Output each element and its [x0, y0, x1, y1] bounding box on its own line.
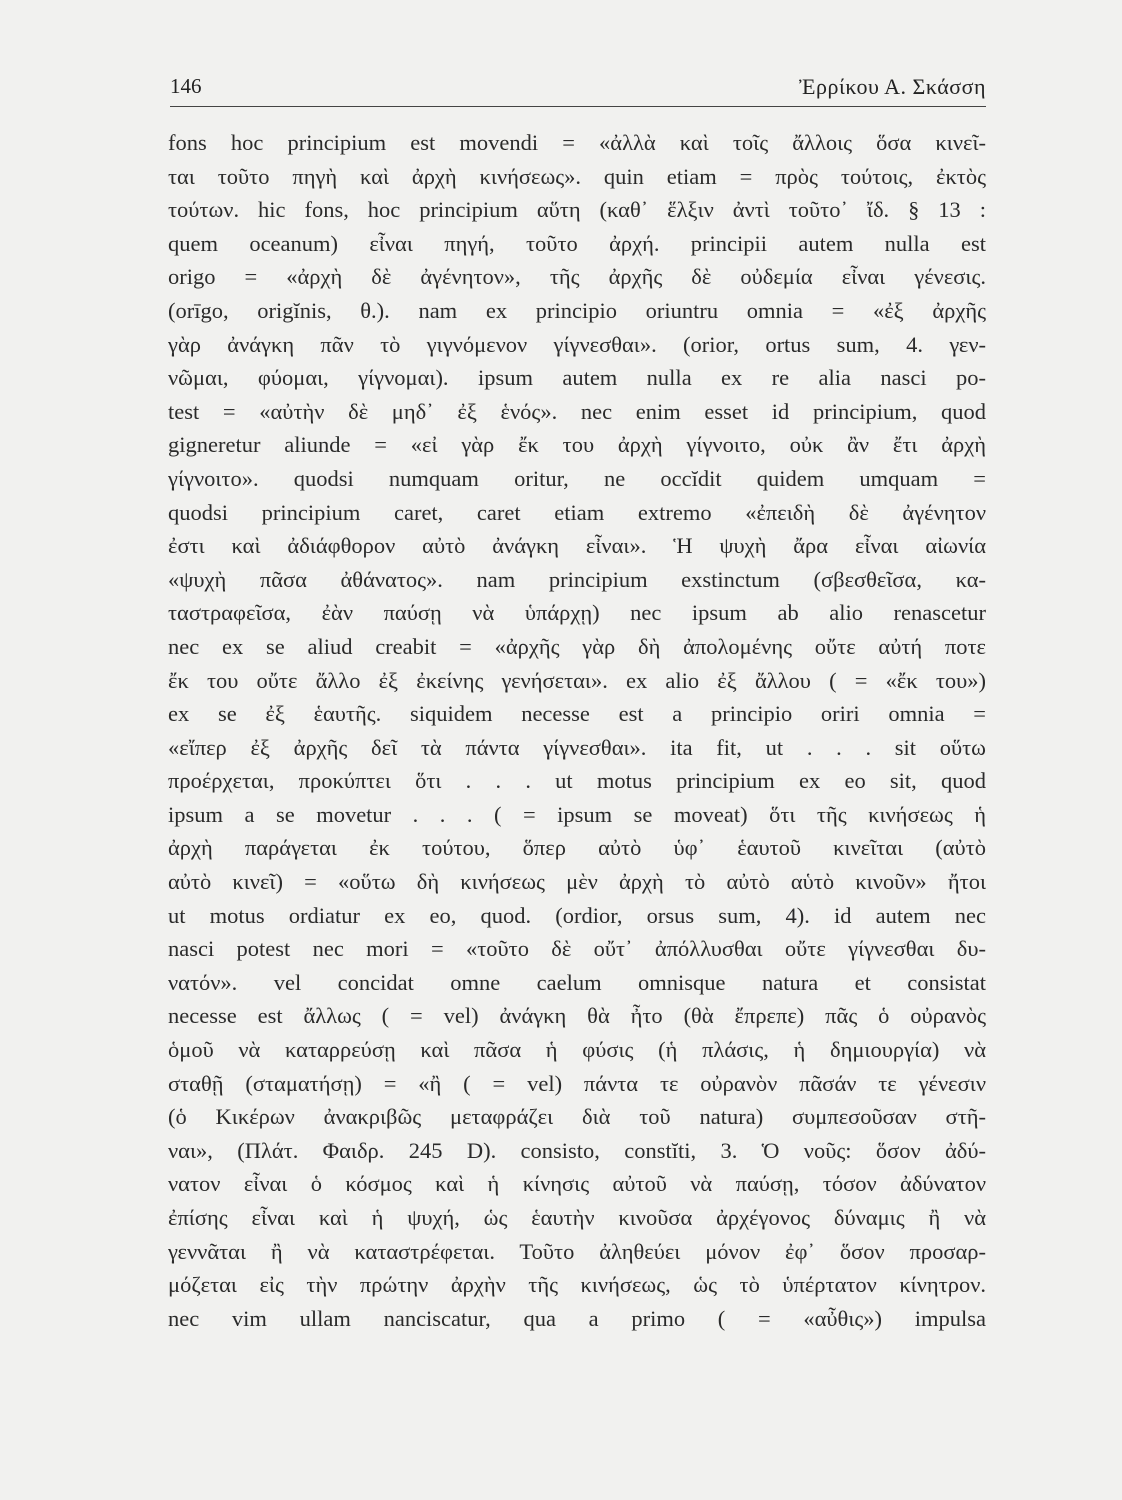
page-header — [170, 74, 986, 107]
text-line: quodsi principium caret, caret etiam extremo «ἐπειδὴ δὲ ἀγένητον — [168, 499, 986, 525]
text-line: σταθῇ (σταματήσῃ) = «ἢ ( = vel) πάντα τε οὐρανὸν πᾶσάν τε γένεσιν — [168, 1070, 986, 1096]
text-line: necesse est ἄλλως ( = vel) ἀνάγκη θὰ ἦτο (θὰ ἔπρεπε) πᾶς ὁ οὐρανὸς — [168, 1003, 986, 1029]
text-line: «ψυχὴ πᾶσα ἀθάνατος». nam principium exstinctum (σβεσθεῖσα, κα- — [168, 566, 986, 592]
text-line: γίγνοιτο». quodsi numquam oritur, ne occĭdit quidem umquam = — [168, 465, 986, 491]
text-line: νατόν». vel concidat omne caelum omnisque natura et consistat — [168, 969, 986, 995]
text-line: νατον εἶναι ὁ κόσμος καὶ ἡ κίνησις αὐτοῦ νὰ παύσῃ, τόσον ἀδύνατον — [168, 1171, 986, 1197]
text-line: «εἴπερ ἐξ ἀρχῆς δεῖ τὰ πάντα γίγνεσθαι». ita fit, ut . . . sit οὕτω — [168, 734, 986, 760]
text-line: ὁμοῦ νὰ καταρρεύσῃ καὶ πᾶσα ἡ φύσις (ἡ πλάσις, ἡ δημιουργία) νὰ — [168, 1037, 986, 1063]
body-text — [168, 126, 986, 1335]
text-line: quem oceanum) εἶναι πηγή, τοῦτο ἀρχή. principii autem nulla est — [168, 230, 986, 256]
text-line: nec ex se aliud creabit = «ἀρχῆς γὰρ δὴ ἀπολομένης οὔτε αὐτή ποτε — [168, 633, 986, 659]
text-line: ἐστι καὶ ἀδιάφθορον αὐτὸ ἀνάγκη εἶναι». Ἡ ψυχὴ ἄρα εἶναι αἰωνία — [168, 533, 986, 559]
text-line: προέρχεται, προκύπτει ὅτι . . . ut motus principium ex eo sit, quod — [168, 768, 986, 794]
text-line: μόζεται εἰς τὴν πρώτην ἀρχὴν τῆς κινήσεως, ὡς τὸ ὑπέρτατον κίνητρον. — [168, 1272, 986, 1298]
text-line: ἔκ του οὔτε ἄλλο ἐξ ἐκείνης γενήσεται». ex alio ἐξ ἄλλου ( = «ἔκ του») — [168, 667, 986, 693]
text-line: ται τοῦτο πηγὴ καὶ ἀρχὴ κινήσεως». quin etiam = πρὸς τούτοις, ἐκτὸς — [168, 163, 986, 189]
text-line: ex se ἐξ ἑαυτῆς. siquidem necesse est a principio oriri omnia = — [168, 701, 986, 727]
running-head: Ἐρρίκου Α. Σκάσση — [799, 74, 986, 99]
text-line: ipsum a se movetur . . . ( = ipsum se moveat) ὅτι τῆς κινήσεως ἡ — [168, 801, 986, 827]
page-number: 146 — [170, 74, 202, 98]
text-line: ταστραφεῖσα, ἐὰν παύσῃ νὰ ὑπάρχῃ) nec ipsum ab alio renascetur — [168, 600, 986, 626]
text-line: ναι», (Πλάτ. Φαιδρ. 245 D). consisto, constĭti, 3. Ὁ νοῦς: ὅσον ἀδύ- — [168, 1137, 986, 1163]
text-line: ἐπίσης εἶναι καὶ ἡ ψυχή, ὡς ἑαυτὴν κινοῦσα ἀρχέγονος δύναμις ἢ νὰ — [168, 1205, 986, 1230]
text-line: nasci potest nec mori = «τοῦτο δὲ οὔτ᾽ ἀπόλλυσθαι οὔτε γίγνεσθαι δυ- — [168, 936, 986, 962]
text-line: νῶμαι, φύομαι, γίγνομαι). ipsum autem nulla ex re alia nasci po- — [168, 365, 986, 391]
text-line: fons hoc principium est movendi = «ἀλλὰ καὶ τοῖς ἄλλοις ὅσα κινεῖ- — [168, 130, 986, 155]
text-line: αὐτὸ κινεῖ) = «οὕτω δὴ κινήσεως μὲν ἀρχὴ τὸ αὐτὸ αὑτὸ κινοῦν» ἤτοι — [168, 869, 986, 895]
text-line: nec vim ullam nanciscatur, qua a primo ( = «αὖθις») impulsa — [168, 1305, 986, 1331]
text-line: origo = «ἀρχὴ δὲ ἀγένητον», τῆς ἀρχῆς δὲ οὐδεμία εἶναι γένεσις. — [168, 264, 986, 290]
text-line: γεννᾶται ἢ νὰ καταστρέφεται. Τοῦτο ἀληθεύει μόνον ἐφ᾽ ὅσον προσαρ- — [168, 1238, 986, 1264]
text-line: test = «αὐτὴν δὲ μηδ᾽ ἐξ ἑνός». nec enim esset id principium, quod — [168, 398, 986, 424]
text-line: τούτων. hic fons, hoc principium αὕτη (καθ᾽ ἕλξιν ἀντὶ τοῦτο᾽ ἴδ. § 13 : — [168, 197, 986, 223]
text-line: ut motus ordiatur ex eo, quod. (ordior, orsus sum, 4). id autem nec — [168, 902, 986, 928]
text-line: γὰρ ἀνάγκη πᾶν τὸ γιγνόμενον γίγνεσθαι». (orior, ortus sum, 4. γεν- — [168, 331, 986, 357]
text-line: ἀρχὴ παράγεται ἐκ τούτου, ὅπερ αὐτὸ ὑφ᾽ ἑαυτοῦ κινεῖται (αὐτὸ — [168, 835, 986, 861]
text-line: (ὁ Κικέρων ἀνακριβῶς μεταφράζει διὰ τοῦ natura) συμπεσοῦσαν στῆ- — [168, 1104, 986, 1130]
text-line: gigneretur aliunde = «εἰ γὰρ ἔκ του ἀρχὴ γίγνοιτο, οὐκ ἂν ἔτι ἀρχὴ — [168, 432, 986, 458]
text-line: (orīgo, origĭnis, θ.). nam ex principio oriuntru omnia = «ἐξ ἀρχῆς — [168, 297, 986, 323]
